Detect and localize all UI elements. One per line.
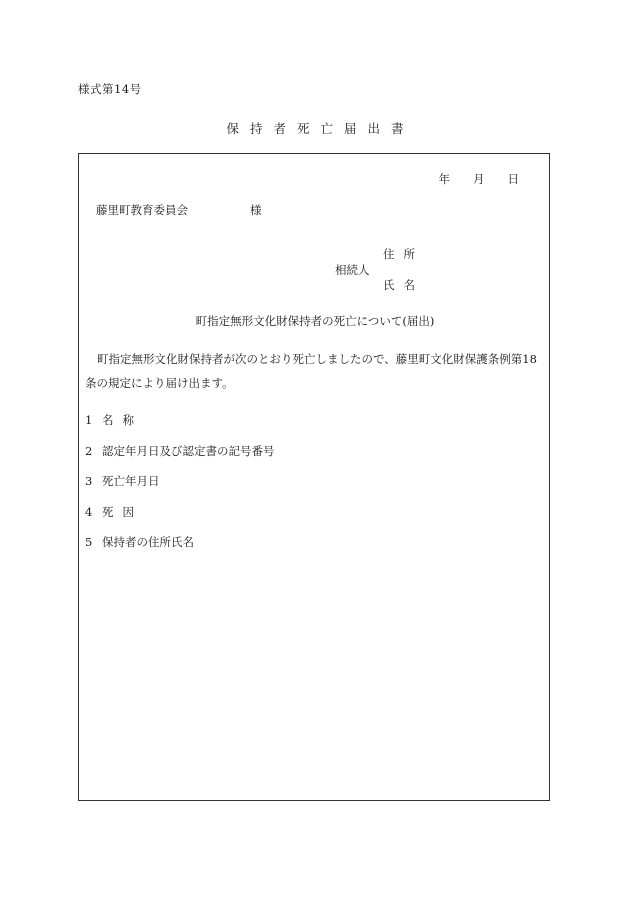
list-item <box>85 443 275 474</box>
item-label: 保持者の住所氏名 <box>102 535 194 549</box>
item-label: 名称 <box>102 413 143 427</box>
heir-name-label: 氏名 <box>383 278 424 292</box>
list-item <box>85 412 275 443</box>
item-number: 3 <box>85 474 93 488</box>
document-title: 保持者死亡届出書 <box>226 121 415 136</box>
item-label: 死亡年月日 <box>102 474 160 488</box>
heir-label: 相続人 <box>335 263 370 277</box>
item-label: 認定年月日及び認定書の記号番号 <box>102 443 275 458</box>
list-item <box>85 504 275 535</box>
subject-line: 町指定無形文化財保持者の死亡について(届出) <box>195 314 435 328</box>
item-number: 1 <box>85 413 93 427</box>
form-number: 様式第14号 <box>78 82 142 96</box>
date-line: 年 月 日 <box>438 172 519 186</box>
form-frame <box>78 153 550 801</box>
list-item <box>85 534 275 565</box>
item-number: 2 <box>85 443 93 458</box>
list-item <box>85 473 275 504</box>
item-number: 5 <box>85 535 93 549</box>
item-number: 4 <box>85 504 93 519</box>
heir-address-label: 住所 <box>383 247 424 261</box>
addressee: 藤里町教育委員会 <box>96 203 188 217</box>
body-text: 町指定無形文化財保持者が次のとおり死亡しましたので、藤里町文化財保護条例第18条の規定により届け出ます。 <box>85 352 537 390</box>
addressee-suffix: 様 <box>250 203 262 217</box>
item-list <box>85 412 275 565</box>
item-label: 死因 <box>102 504 143 519</box>
